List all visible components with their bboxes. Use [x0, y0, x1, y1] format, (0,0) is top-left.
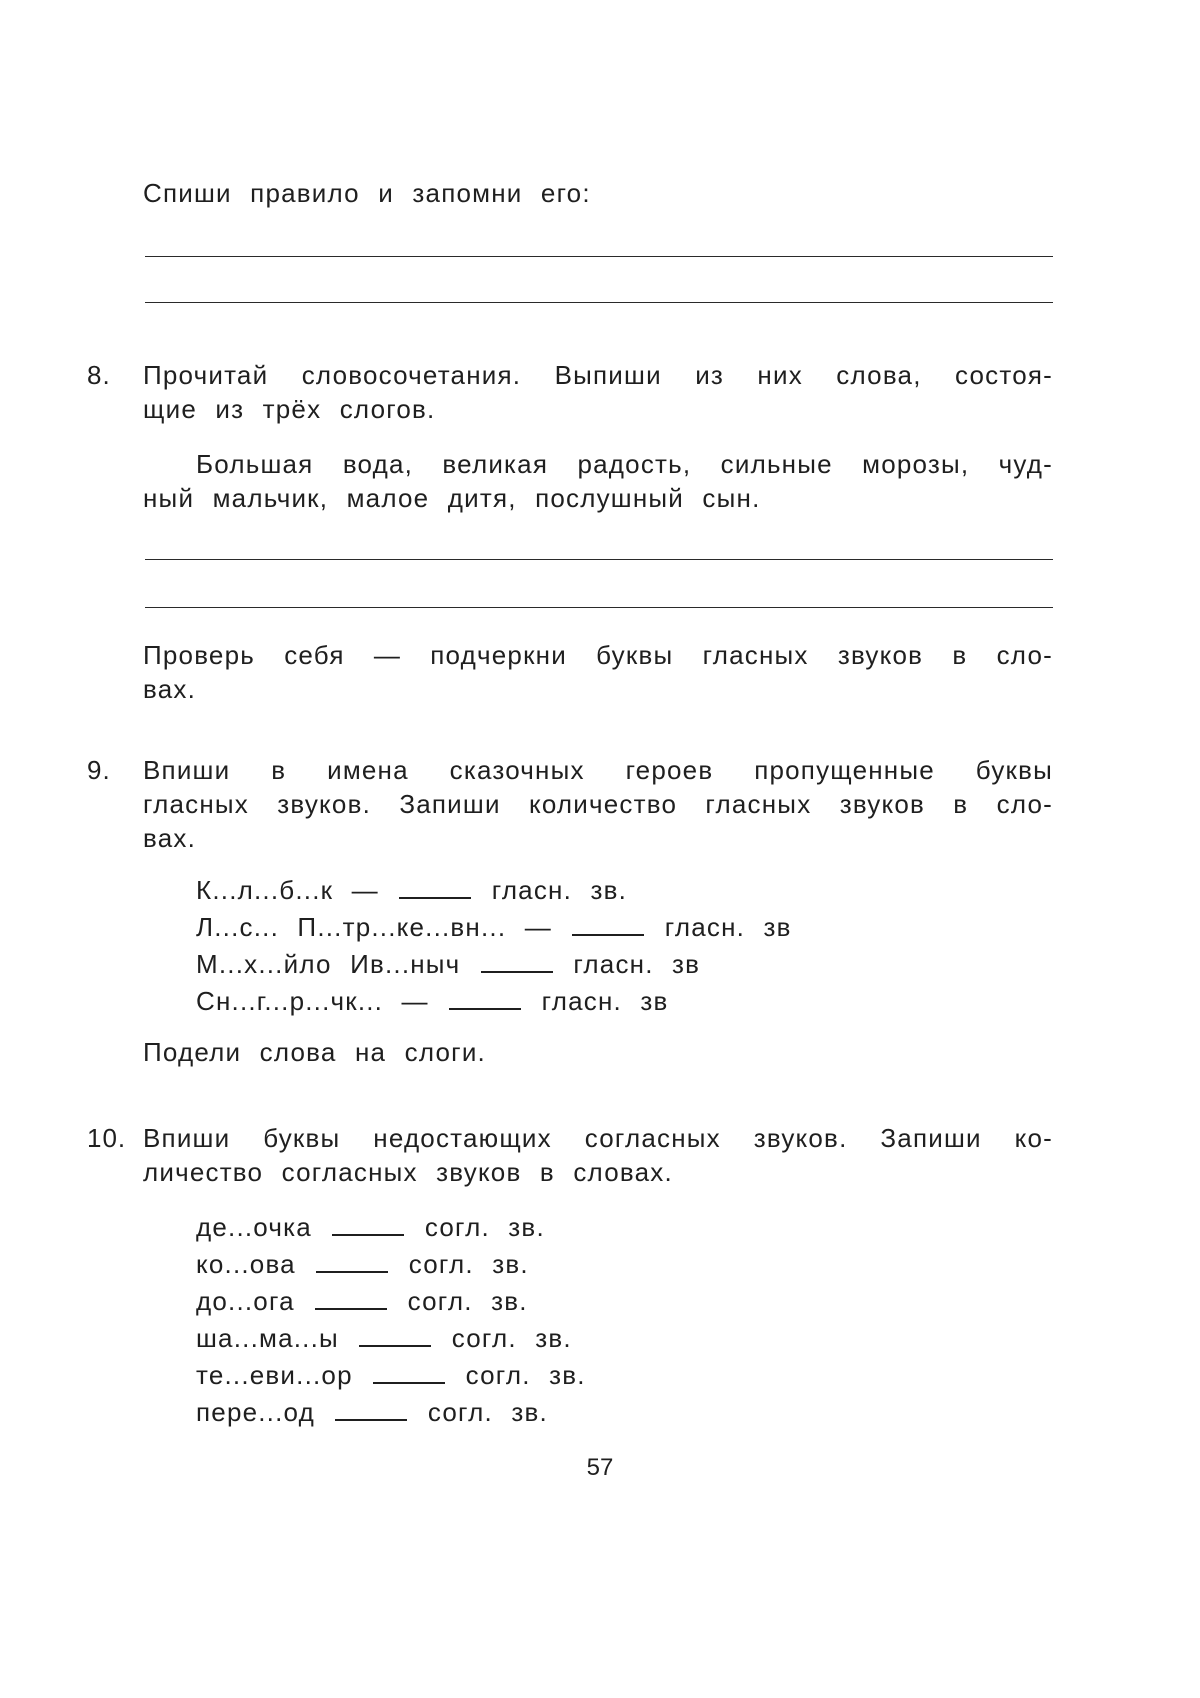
task-9-instruction-line-3: вах.: [143, 823, 197, 853]
answer-line[interactable]: [145, 559, 1053, 560]
answer-line[interactable]: [145, 302, 1053, 303]
answer-line[interactable]: [145, 256, 1053, 257]
task-9-item: [196, 910, 792, 944]
task-10-instruction-line-2: личество согласных звуков в словах.: [143, 1157, 673, 1187]
item-word: К...л...б...к —: [196, 875, 379, 905]
page-number: 57: [586, 1454, 614, 1481]
task-10-item: [196, 1358, 586, 1392]
answer-blank[interactable]: [399, 897, 471, 899]
item-suffix: гласн. зв: [573, 949, 701, 979]
item-suffix: согл. зв.: [451, 1323, 572, 1353]
task-9-instruction-line-2: гласных звуков. Запиши количество гласных звуков в сло-: [143, 789, 1053, 819]
task-10-item: [196, 1284, 528, 1318]
task-10-number: 10.: [87, 1123, 127, 1153]
task-10-item: [196, 1210, 545, 1244]
item-word: пере...од: [196, 1397, 315, 1427]
task-8-check-line-2: вах.: [143, 674, 197, 704]
task-8-passage-line-1: Большая вода, великая радость, сильные морозы, чуд-: [196, 449, 1053, 479]
task-9-footer: Подели слова на слоги.: [143, 1037, 486, 1067]
task-9-number: 9.: [87, 755, 111, 785]
task-8-instruction-line-2: щие из трёх слогов.: [143, 394, 436, 424]
item-word: те...еви...ор: [196, 1360, 353, 1390]
item-word: Сн...г...р...чк... —: [196, 986, 429, 1016]
item-word: ша...ма...ы: [196, 1323, 339, 1353]
item-suffix: согл. зв.: [424, 1212, 545, 1242]
answer-blank[interactable]: [572, 934, 644, 936]
task-8-instruction-line-1: Прочитай словосочетания. Выпиши из них слова, состоя-: [143, 360, 1053, 390]
answer-blank[interactable]: [373, 1382, 445, 1384]
task-8-passage-line-2: ный мальчик, малое дитя, послушный сын.: [143, 483, 761, 513]
task-9-item: [196, 947, 700, 981]
item-suffix: гласн. зв: [664, 912, 792, 942]
task-10-item: [196, 1395, 548, 1429]
answer-line[interactable]: [145, 607, 1053, 608]
task-10-item: [196, 1321, 572, 1355]
item-suffix: согл. зв.: [407, 1286, 528, 1316]
item-suffix: гласн. зв.: [491, 875, 628, 905]
answer-blank[interactable]: [315, 1308, 387, 1310]
item-word: ко...ова: [196, 1249, 296, 1279]
task-9-instruction-line-1: Впиши в имена сказочных героев пропущенные буквы: [143, 755, 1053, 785]
item-word: М...х...йло Ив...ныч: [196, 949, 461, 979]
item-word: до...ога: [196, 1286, 295, 1316]
item-suffix: гласн. зв: [541, 986, 669, 1016]
item-suffix: согл. зв.: [427, 1397, 548, 1427]
answer-blank[interactable]: [332, 1234, 404, 1236]
task-9-item: [196, 984, 669, 1018]
task-8-number: 8.: [87, 360, 111, 390]
answer-blank[interactable]: [481, 971, 553, 973]
item-suffix: согл. зв.: [408, 1249, 529, 1279]
intro-instruction: Спиши правило и запомни его:: [143, 178, 591, 208]
answer-blank[interactable]: [316, 1271, 388, 1273]
answer-blank[interactable]: [359, 1345, 431, 1347]
item-suffix: согл. зв.: [465, 1360, 586, 1390]
task-8-check-line-1: Проверь себя — подчеркни буквы гласных звуков в сло-: [143, 640, 1053, 670]
answer-blank[interactable]: [335, 1419, 407, 1421]
task-9-item: [196, 873, 627, 907]
task-10-item: [196, 1247, 529, 1281]
task-10-instruction-line-1: Впиши буквы недостающих согласных звуков. Запиши ко-: [143, 1123, 1053, 1153]
item-word: Л...с... П...тр...ке...вн... —: [196, 912, 552, 942]
answer-blank[interactable]: [449, 1008, 521, 1010]
item-word: де...очка: [196, 1212, 312, 1242]
